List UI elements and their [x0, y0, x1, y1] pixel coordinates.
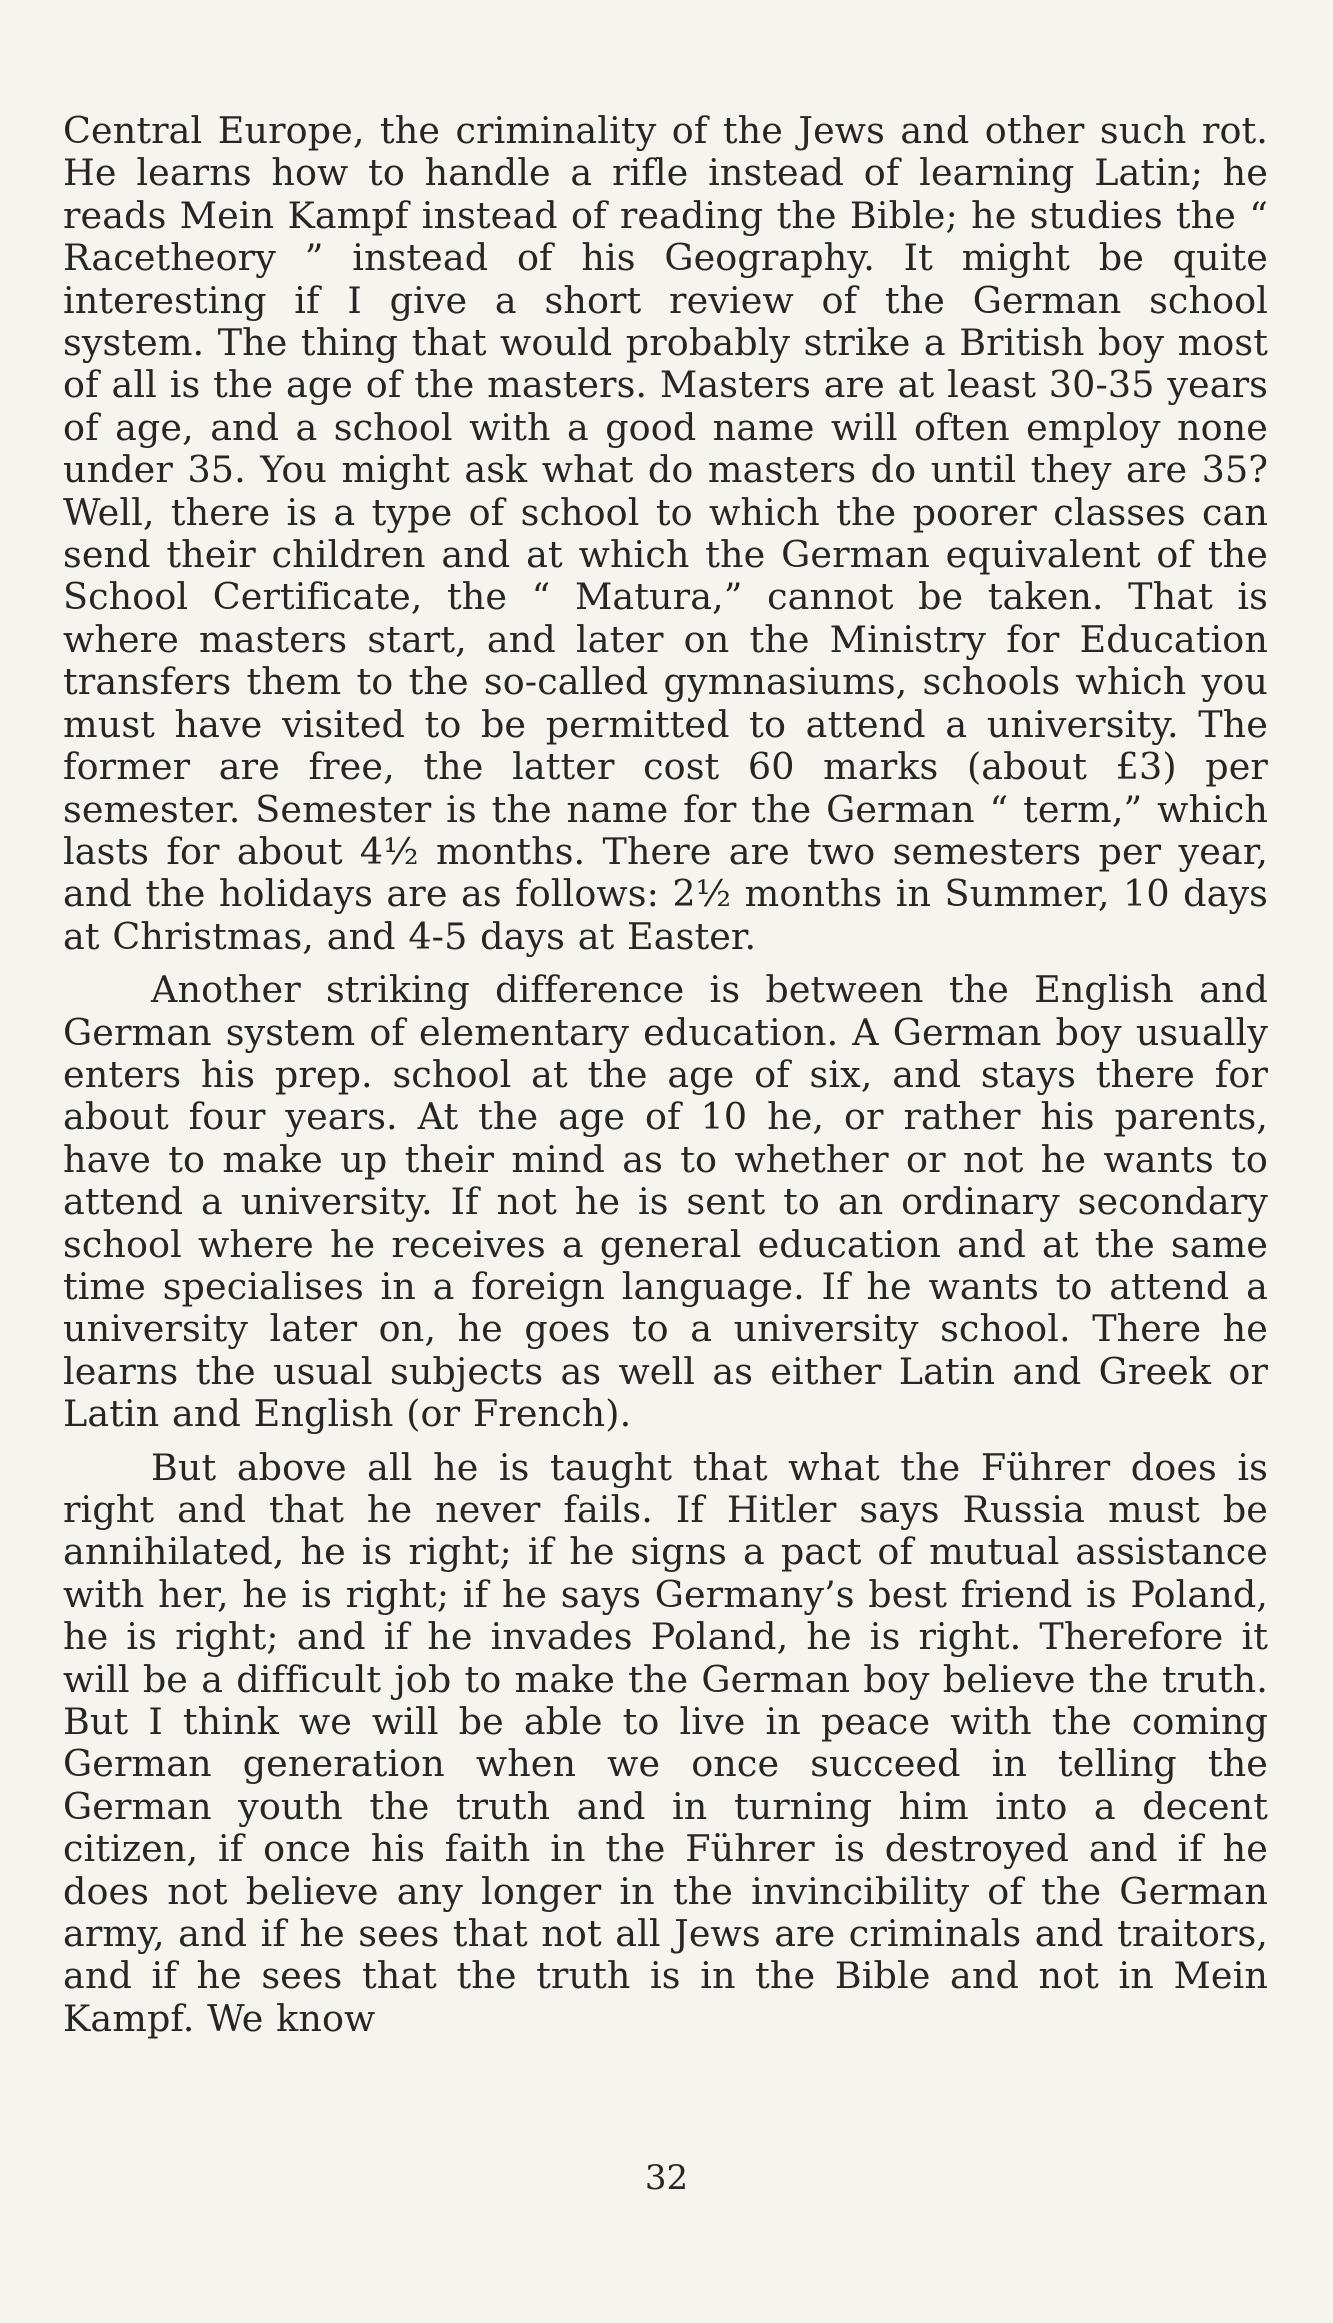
page-number: 32: [644, 2158, 689, 2198]
paragraph-1: Central Europe, the criminality of the Jews and other such rot. He learns how to handle a rifle instead of learning Latin; he reads Mein Kampf instead of reading the Bible; he studies the “ Racetheory ” instead of his Geography. It might be quite interesting if I give a short review of the German school system. The thing that would probably strike a British boy most of all is the age of the masters. Masters are at least 30-35 years of age, and a school with a good name will often employ none under 35. You might ask what do masters do until they are 35? Well, there is a type of school to which the poorer classes can send their children and at which the German equivalent of the School Certificate, the “ Matura,” cannot be taken. That is where masters start, and later on the Ministry for Education transfers them to the so-called gymnasiums, schools which you must have visited to be permitted to attend a university. The former are free, the latter cost 60 marks (about £3) per semester. Semester is the name for the German “ term,” which lasts for about 4½ months. There are two semesters per year, and the holidays are as follows: 2½ months in Summer, 10 days at Christmas, and 4-5 days at Easter.: [63, 109, 1268, 958]
paragraph-3: But above all he is taught that what the Führer does is right and that he never fails. If Hitler says Russia must be annihilated, he is right; if he signs a pact of mutual assistance with her, he is right; if he says Germany’s best friend is Poland, he is right; and if he invades Poland, he is right. Therefore it will be a difficult job to make the German boy believe the truth. But I think we will be able to live in peace with the coming German generation when we once succeed in telling the German youth the truth and in turning him into a decent citizen, if once his faith in the Führer is destroyed and if he does not believe any longer in the invincibility of the German army, and if he sees that not all Jews are criminals and traitors, and if he sees that the truth is in the Bible and not in Mein Kampf. We know: [63, 1445, 1268, 2040]
body-text: [63, 110, 1268, 2040]
paragraph-2: Another striking difference is between the English and German system of elementary education. A German boy usually enters his prep. school at the age of six, and stays there for about four years. At the age of 10 he, or rather his parents, have to make up their mind as to whether or not he wants to attend a university. If not he is sent to an ordinary secondary school where he receives a general education and at the same time specialises in a foreign language. If he wants to attend a university later on, he goes to a university school. There he learns the usual subjects as well as either Latin and Greek or Latin and English (or French).: [63, 968, 1268, 1436]
